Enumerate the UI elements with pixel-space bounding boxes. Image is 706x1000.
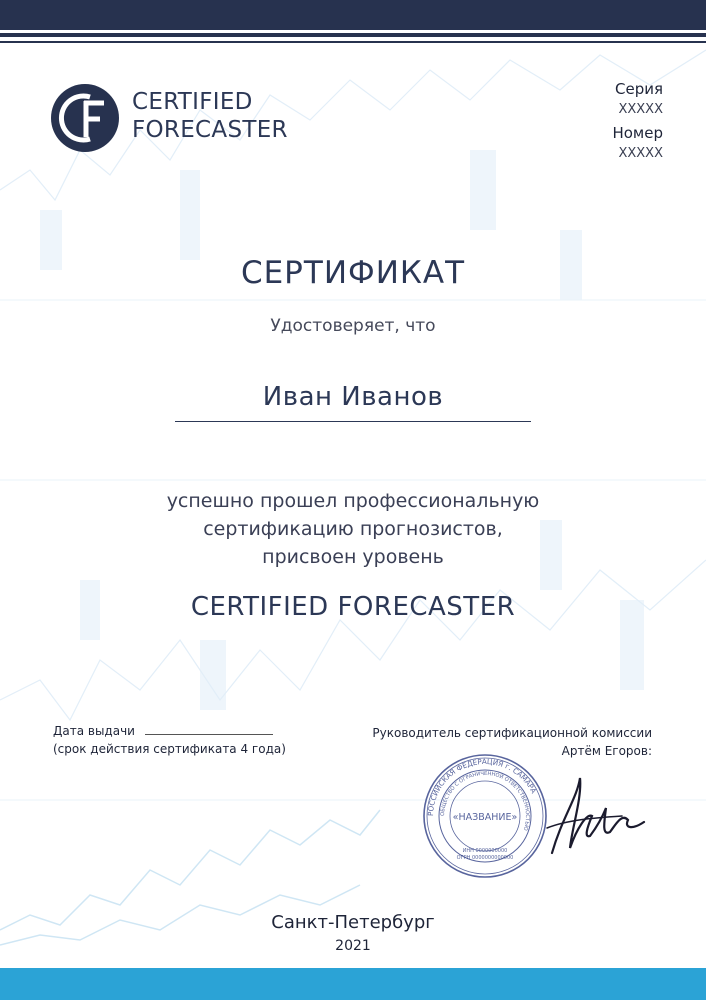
svg-text:РОССИЙСКАЯ ФЕДЕРАЦИЯ г. САМАРА: РОССИЙСКАЯ ФЕДЕРАЦИЯ г. САМАРА [425, 756, 539, 817]
number-value: XXXXX [618, 146, 663, 161]
recipient-name: Иван Иванов [262, 382, 444, 412]
issue-date-label: Дата выдачи [53, 724, 135, 738]
issue-date-blank [145, 726, 273, 735]
svg-text:ОБЩЕСТВО С ОГРАНИЧЕННОЙ ОТВЕТС: ОБЩЕСТВО С ОГРАНИЧЕННОЙ ОТВЕТСТВЕННОСТЬЮ [439, 770, 531, 832]
certificate-title: СЕРТИФИКАТ [240, 255, 466, 291]
top-rule-thin [0, 41, 706, 43]
certification-level: CERTIFIED FORECASTER [190, 592, 516, 622]
series-value: XXXXX [618, 102, 663, 117]
commission-head: Артём Егоров: [561, 744, 652, 758]
body-line-1: успешно прошел профессиональную [166, 490, 540, 512]
series-label: Серия [615, 80, 663, 98]
top-band [0, 0, 706, 30]
city: Санкт-Петербург [271, 912, 435, 933]
cf-logo-icon [50, 83, 120, 153]
logo-wordmark [132, 88, 288, 144]
company-seal-stamp [421, 752, 549, 880]
svg-text:ИНН 0000000000: ИНН 0000000000 [462, 848, 508, 854]
certificate-subtitle: Удостоверяет, что [270, 316, 436, 336]
body-line-2: сертификацию прогнозистов, [203, 518, 503, 540]
recipient-underline [175, 421, 531, 422]
year: 2021 [335, 938, 371, 954]
number-label: Номер [612, 124, 663, 142]
issue-date [53, 724, 273, 738]
top-rule [0, 33, 706, 37]
svg-text:ОГРН 0000000000000: ОГРН 0000000000000 [456, 855, 514, 861]
body-line-3: присвоен уровень [262, 546, 444, 568]
bottom-band [0, 968, 706, 1000]
validity-note: (срок действия сертификата 4 года) [53, 742, 286, 756]
serial-block [612, 79, 663, 167]
certificate-body [0, 487, 706, 571]
commission-title: Руководитель сертификационной комиссии [372, 726, 652, 740]
logo-line-2: FORECASTER [132, 117, 288, 143]
stamp-center: «НАЗВАНИЕ» [452, 812, 518, 823]
logo-line-1: CERTIFIED [132, 89, 253, 115]
signature-mark [532, 758, 652, 878]
